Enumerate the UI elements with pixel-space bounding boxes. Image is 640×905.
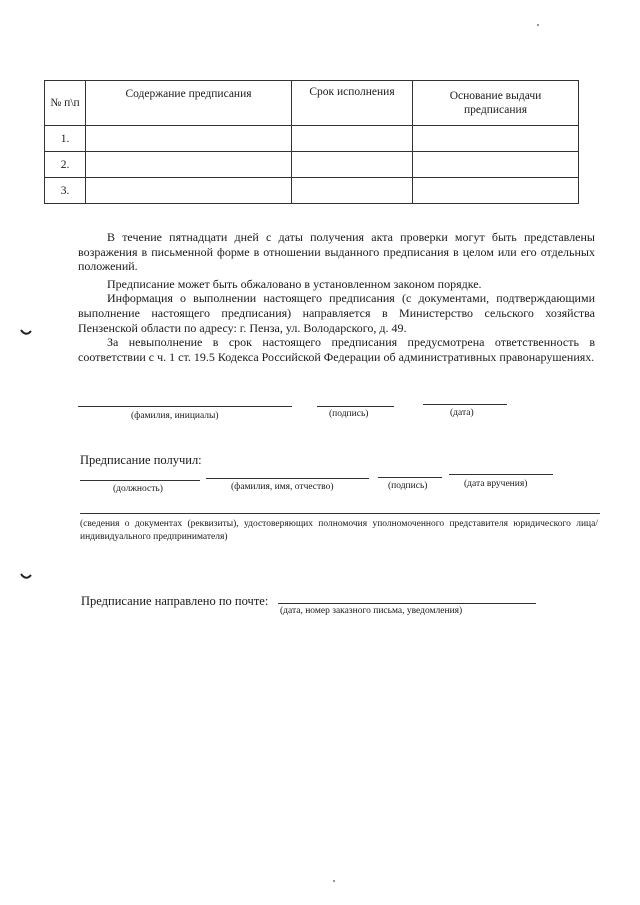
- punch-mark-icon: [20, 573, 32, 581]
- row-content-cell: [86, 126, 292, 152]
- name-line: [78, 406, 292, 407]
- scan-speck: [537, 24, 539, 26]
- row-number: 2.: [45, 152, 86, 178]
- signature-line: [317, 406, 394, 407]
- row-basis-cell: [413, 178, 579, 204]
- row-basis-cell: [413, 152, 579, 178]
- table-header-row: [45, 81, 579, 126]
- delivery-date-caption: (дата вручения): [464, 479, 528, 489]
- mailed-caption: (дата, номер заказного письма, уведомления): [280, 606, 463, 616]
- header-content: Содержание предписания: [86, 81, 292, 126]
- position-caption: (должность): [113, 484, 163, 494]
- signature-caption: (подпись): [329, 409, 369, 419]
- received-label: Предписание получил:: [80, 453, 202, 467]
- paragraph-appeal: Предписание может быть обжаловано в установленном законом порядке.: [107, 276, 482, 291]
- paragraph-information: Информация о выполнении настоящего предписания (с документами, подтверждающими выполнение настоящего предписания) направляется в Министерство сельского хозяйства Пензенской области по адресу: г. Пенза, ул. Володарского, д. 49.: [78, 291, 595, 335]
- paragraph-liability: За невыполнение в срок настоящего предписания предусмотрена ответственность в соответствии с ч. 1 ст. 19.5 Кодекса Российской Федерации об административных правонарушениях.: [78, 335, 595, 364]
- fullname-caption: (фамилия, имя, отчество): [231, 482, 334, 492]
- mailed-line: [278, 603, 536, 604]
- received-signature-line: [378, 477, 442, 478]
- date-line: [423, 404, 507, 405]
- row-number: 1.: [45, 126, 86, 152]
- received-signature-caption: (подпись): [388, 481, 428, 491]
- row-term-cell: [292, 152, 413, 178]
- fullname-line: [206, 478, 369, 479]
- position-line: [80, 480, 200, 481]
- row-basis-cell: [413, 126, 579, 152]
- header-term: Срок исполнения: [292, 81, 413, 126]
- row-term-cell: [292, 126, 413, 152]
- delivery-date-line: [449, 474, 553, 475]
- table-row: [45, 126, 579, 152]
- paragraph-objections: В течение пятнадцати дней с даты получения акта проверки могут быть представлены возражения в письменной форме в отношении выданного предписания в целом или его отдельных положений.: [78, 230, 595, 274]
- punch-mark-icon: [20, 329, 32, 337]
- date-caption: (дата): [450, 408, 474, 418]
- row-content-cell: [86, 178, 292, 204]
- table-row: [45, 178, 579, 204]
- mailed-label: Предписание направлено по почте:: [81, 594, 269, 608]
- header-basis: Основание выдачи предписания: [413, 81, 579, 126]
- table-row: [45, 152, 579, 178]
- body-text: [78, 230, 595, 364]
- row-content-cell: [86, 152, 292, 178]
- scan-speck: [333, 880, 335, 882]
- orders-table: [44, 80, 579, 204]
- documents-caption: (сведения о документах (реквизиты), удостоверяющих полномочия уполномоченного представителя юридического лица/индивидуального предпринимателя): [80, 519, 598, 542]
- documents-line: [80, 513, 600, 514]
- header-number: № п\п: [45, 81, 86, 126]
- row-number: 3.: [45, 178, 86, 204]
- name-caption: (фамилия, инициалы): [131, 411, 219, 421]
- row-term-cell: [292, 178, 413, 204]
